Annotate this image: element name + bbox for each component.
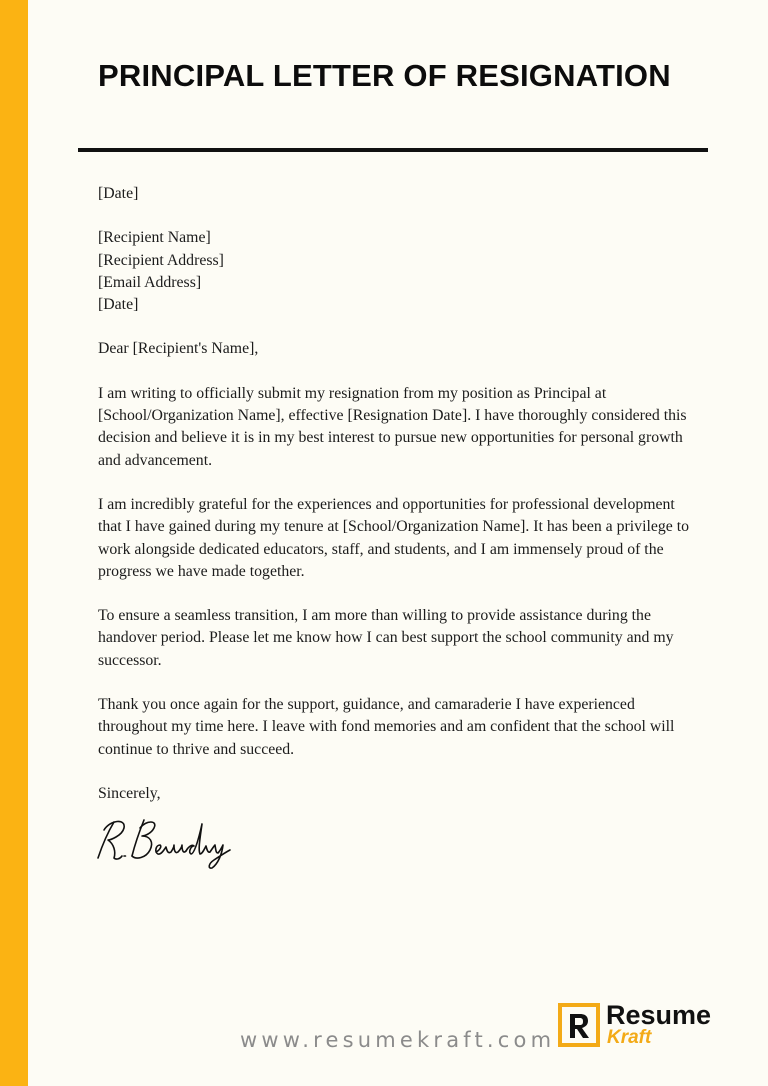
- document-title: PRINCIPAL LETTER OF RESIGNATION: [98, 58, 671, 93]
- brand-subname: Kraft: [607, 1027, 652, 1048]
- paragraph-3: To ensure a seamless transition, I am more than willing to provide assistance during the handover period. Please let me know how I can best support the school community and my successor.: [98, 607, 674, 669]
- paragraph-2: I am incredibly grateful for the experiences and opportunities for professional development that I have gained during my tenure at [School/Organization Name]. It has been a privilege to work alongside dedicated educators, staff, and students, and I am immensely proud of the progress we have made together.: [98, 495, 690, 580]
- paragraph-1: I am writing to officially submit my resignation from my position as Principal at [School/Organization Name], effective [Resignation Date]. I have thoroughly considered this decision and believe it is in my best interest to pursue new opportunities for personal growth and advancement.: [98, 384, 687, 469]
- letter-body: [98, 183, 698, 805]
- recipient-address: [Recipient Address]: [98, 251, 224, 269]
- letter-date: [Date]: [98, 185, 139, 202]
- website-url: www.resumekraft.com: [240, 1028, 556, 1052]
- handwritten-signature: [88, 812, 238, 870]
- accent-side-bar: [0, 0, 28, 1086]
- recipient-name: [Recipient Name]: [98, 229, 211, 247]
- recipient-block: [98, 227, 698, 316]
- resumekraft-r-logo-icon: [558, 1003, 600, 1047]
- title-divider: [78, 148, 708, 152]
- brand-logo: [558, 1000, 728, 1055]
- salutation: Dear [Recipient's Name],: [98, 340, 259, 358]
- recipient-date: [Date]: [98, 296, 139, 314]
- paragraph-4: Thank you once again for the support, guidance, and camaraderie I have experienced throughout my time here. I leave with fond memories and am confident that the school will continue to thrive and succeed.: [98, 696, 675, 758]
- recipient-email: [Email Address]: [98, 273, 202, 291]
- closing: Sincerely,: [98, 784, 161, 802]
- brand-name: Resume: [606, 1000, 712, 1030]
